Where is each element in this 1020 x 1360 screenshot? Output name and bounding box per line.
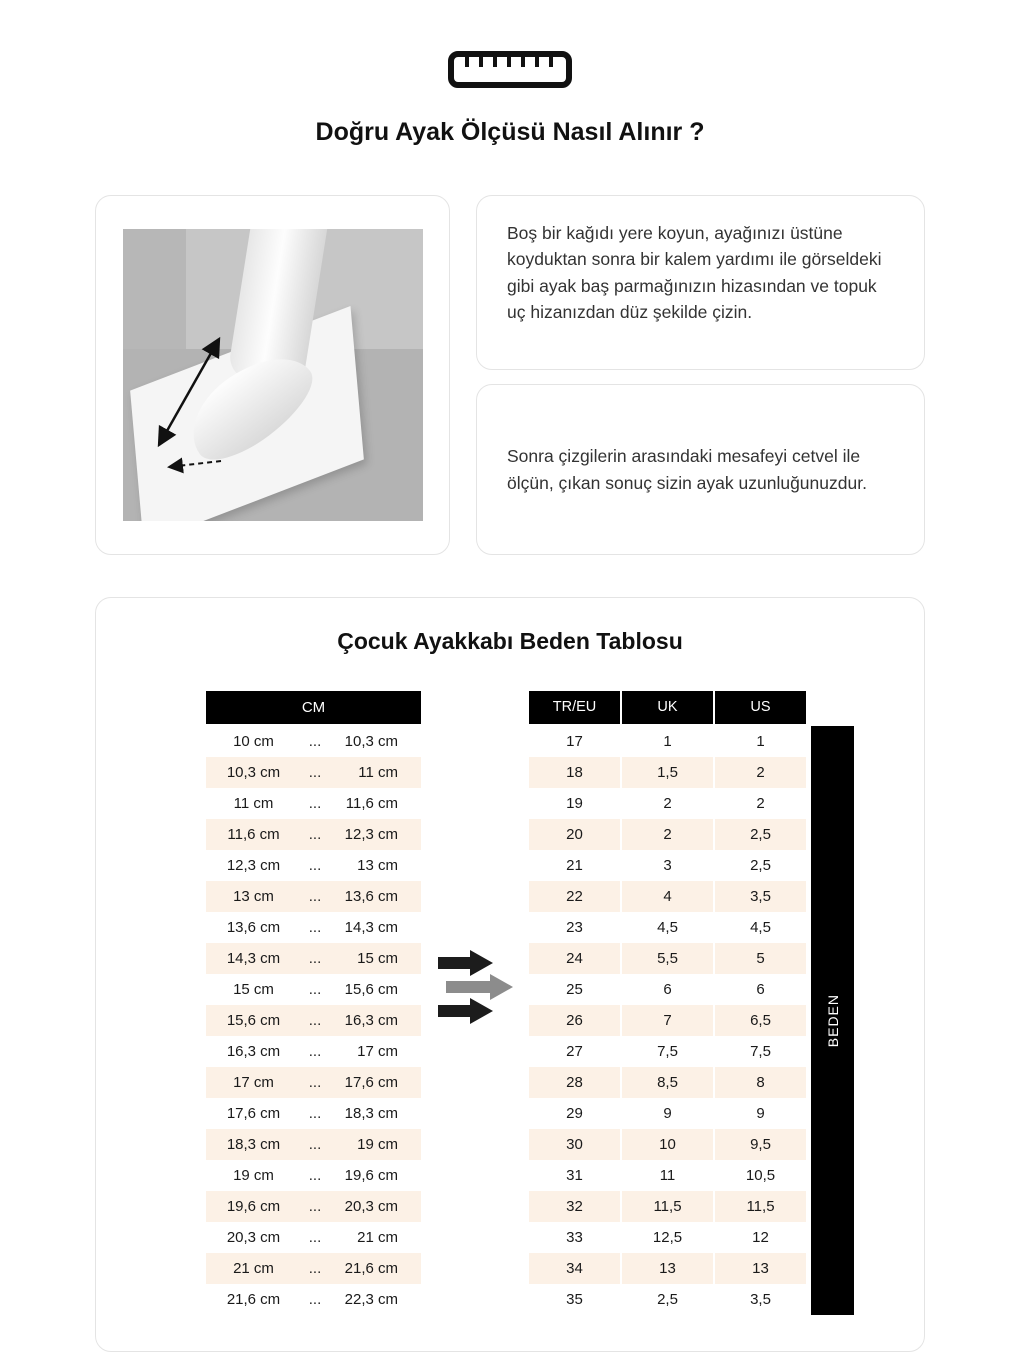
tr-eu-size-value: 24 <box>529 943 620 974</box>
tr-eu-size-value: 26 <box>529 1005 620 1036</box>
cm-max-value: 14,3 cm <box>344 919 398 936</box>
tr-eu-size-value: 28 <box>529 1067 620 1098</box>
tr-eu-size-value: 35 <box>529 1284 620 1315</box>
cm-range-row <box>206 1098 421 1129</box>
range-separator: ... <box>308 981 322 998</box>
cm-range-row <box>206 1222 421 1253</box>
tr-eu-size-value: 31 <box>529 1160 620 1191</box>
cm-max-value: 19,6 cm <box>344 1167 398 1184</box>
cm-min-value: 14,3 cm <box>226 950 281 967</box>
cm-min-value: 16,3 cm <box>226 1043 281 1060</box>
range-separator: ... <box>308 919 322 936</box>
size-table-title: Çocuk Ayakkabı Beden Tablosu <box>337 628 683 654</box>
uk-size-value: 4 <box>622 881 713 912</box>
tr-eu-size-value: 18 <box>529 757 620 788</box>
uk-size-value: 7,5 <box>622 1036 713 1067</box>
cm-table-header: CM <box>206 691 421 724</box>
page-header <box>0 0 1020 147</box>
cm-max-value: 17 cm <box>357 1043 398 1060</box>
size-table-row <box>529 1222 806 1253</box>
range-separator: ... <box>308 1198 322 1215</box>
us-size-value: 1 <box>715 726 806 757</box>
cm-range-row <box>206 1005 421 1036</box>
cm-min-value: 18,3 cm <box>226 1136 281 1153</box>
cm-max-value: 16,3 cm <box>344 1012 398 1029</box>
conversion-arrows-icon <box>436 948 514 1031</box>
cm-max-value: 15,6 cm <box>344 981 398 998</box>
uk-size-value: 2 <box>622 819 713 850</box>
cm-table-body <box>206 726 421 1315</box>
uk-size-value: 11 <box>622 1160 713 1191</box>
size-table-header-tr-eu: TR/EU <box>529 691 620 724</box>
tr-eu-size-value: 29 <box>529 1098 620 1129</box>
cm-max-value: 19 cm <box>357 1136 398 1153</box>
cm-min-value: 21,6 cm <box>226 1291 281 1308</box>
range-separator: ... <box>308 1136 322 1153</box>
size-table-row <box>529 726 806 757</box>
range-separator: ... <box>308 1043 322 1060</box>
cm-range-row <box>206 1129 421 1160</box>
tr-eu-size-value: 19 <box>529 788 620 819</box>
cm-range-row <box>206 726 421 757</box>
size-table-row <box>529 1160 806 1191</box>
cm-min-value: 17,6 cm <box>226 1105 281 1122</box>
cm-range-row <box>206 819 421 850</box>
tr-eu-size-value: 22 <box>529 881 620 912</box>
size-table-row <box>529 1191 806 1222</box>
uk-size-value: 1,5 <box>622 757 713 788</box>
range-separator: ... <box>308 1105 322 1122</box>
us-size-value: 3,5 <box>715 881 806 912</box>
size-table-row <box>529 850 806 881</box>
uk-size-value: 9 <box>622 1098 713 1129</box>
uk-size-value: 10 <box>622 1129 713 1160</box>
cm-min-value: 10,3 cm <box>226 764 281 781</box>
shoe-size-table <box>529 691 806 1315</box>
range-separator: ... <box>308 733 322 750</box>
cm-max-value: 11,6 cm <box>345 795 398 812</box>
us-size-value: 2,5 <box>715 850 806 881</box>
cm-range-row <box>206 757 421 788</box>
cm-max-value: 10,3 cm <box>344 733 398 750</box>
size-table-row <box>529 1284 806 1315</box>
cm-range-row <box>206 1067 421 1098</box>
size-table-row <box>529 1129 806 1160</box>
range-separator: ... <box>308 1291 322 1308</box>
cm-range-row <box>206 974 421 1005</box>
range-separator: ... <box>308 950 322 967</box>
size-table-row <box>529 1067 806 1098</box>
cm-min-value: 13,6 cm <box>226 919 281 936</box>
range-separator: ... <box>308 857 322 874</box>
instruction-text-2: Sonra çizgilerin arasındaki mesafeyi cetvel ile ölçün, çıkan sonuç sizin ayak uzunluğunuzdur. <box>507 446 867 493</box>
size-table-body <box>529 726 806 1315</box>
size-table-row <box>529 757 806 788</box>
size-table-row <box>529 788 806 819</box>
instruction-text-1: Boş bir kağıdı yere koyun, ayağınızı üstüne koyduktan sonra bir kalem yardımı ile görseldeki gibi ayak baş parmağınızın hizasından ve topuk uç hizanızdan düz şekilde çizin. <box>507 223 882 322</box>
tr-eu-size-value: 27 <box>529 1036 620 1067</box>
us-size-value: 10,5 <box>715 1160 806 1191</box>
cm-min-value: 15,6 cm <box>226 1012 281 1029</box>
foot-photo-card <box>95 195 450 555</box>
cm-max-value: 18,3 cm <box>344 1105 398 1122</box>
cm-max-value: 12,3 cm <box>344 826 398 843</box>
uk-size-value: 12,5 <box>622 1222 713 1253</box>
range-separator: ... <box>308 1167 322 1184</box>
size-table-row <box>529 819 806 850</box>
uk-size-value: 13 <box>622 1253 713 1284</box>
size-table-row <box>529 912 806 943</box>
cm-range-row <box>206 912 421 943</box>
size-table-row <box>529 1098 806 1129</box>
cm-max-value: 21 cm <box>357 1229 398 1246</box>
us-size-value: 5 <box>715 943 806 974</box>
cm-max-value: 13,6 cm <box>344 888 398 905</box>
cm-range-row <box>206 881 421 912</box>
size-table-row <box>529 943 806 974</box>
cm-range-row <box>206 850 421 881</box>
cm-min-value: 11 cm <box>233 795 274 812</box>
beden-side-label <box>811 726 854 1315</box>
us-size-value: 12 <box>715 1222 806 1253</box>
us-size-value: 13 <box>715 1253 806 1284</box>
measurement-instructions-section <box>0 147 1020 555</box>
cm-range-row <box>206 1284 421 1315</box>
page-title: Doğru Ayak Ölçüsü Nasıl Alınır ? <box>315 118 705 146</box>
cm-max-value: 22,3 cm <box>344 1291 398 1308</box>
cm-range-row <box>206 1036 421 1067</box>
tr-eu-size-value: 25 <box>529 974 620 1005</box>
cm-range-row <box>206 788 421 819</box>
cm-min-value: 12,3 cm <box>226 857 281 874</box>
instruction-card-1 <box>476 195 925 370</box>
foot-measurement-photo <box>123 229 423 521</box>
us-size-value: 9,5 <box>715 1129 806 1160</box>
cm-max-value: 20,3 cm <box>344 1198 398 1215</box>
uk-size-value: 1 <box>622 726 713 757</box>
size-table-row <box>529 1253 806 1284</box>
uk-size-value: 8,5 <box>622 1067 713 1098</box>
us-size-value: 7,5 <box>715 1036 806 1067</box>
uk-size-value: 2 <box>622 788 713 819</box>
size-table-row <box>529 881 806 912</box>
range-separator: ... <box>308 764 322 781</box>
cm-table <box>206 691 421 1315</box>
cm-min-value: 20,3 cm <box>226 1229 281 1246</box>
cm-max-value: 13 cm <box>357 857 398 874</box>
uk-size-value: 3 <box>622 850 713 881</box>
cm-min-value: 10 cm <box>233 733 274 750</box>
ruler-icon <box>0 50 1020 90</box>
range-separator: ... <box>308 826 322 843</box>
size-table-row <box>529 1005 806 1036</box>
size-table-section <box>95 597 925 1352</box>
size-table-header-us: US <box>715 691 806 724</box>
tr-eu-size-value: 17 <box>529 726 620 757</box>
uk-size-value: 7 <box>622 1005 713 1036</box>
cm-min-value: 13 cm <box>233 888 274 905</box>
cm-min-value: 19,6 cm <box>226 1198 281 1215</box>
us-size-value: 4,5 <box>715 912 806 943</box>
range-separator: ... <box>308 795 322 812</box>
cm-max-value: 15 cm <box>357 950 398 967</box>
tr-eu-size-value: 33 <box>529 1222 620 1253</box>
tr-eu-size-value: 23 <box>529 912 620 943</box>
size-table-row <box>529 974 806 1005</box>
us-size-value: 9 <box>715 1098 806 1129</box>
cm-max-value: 21,6 cm <box>344 1260 398 1277</box>
cm-min-value: 19 cm <box>233 1167 274 1184</box>
us-size-value: 6,5 <box>715 1005 806 1036</box>
uk-size-value: 5,5 <box>622 943 713 974</box>
range-separator: ... <box>308 1260 322 1277</box>
cm-min-value: 21 cm <box>233 1260 274 1277</box>
cm-max-value: 11 cm <box>358 764 398 781</box>
tr-eu-size-value: 30 <box>529 1129 620 1160</box>
cm-range-row <box>206 1160 421 1191</box>
tr-eu-size-value: 34 <box>529 1253 620 1284</box>
cm-max-value: 17,6 cm <box>344 1074 398 1091</box>
cm-range-row <box>206 1191 421 1222</box>
us-size-value: 8 <box>715 1067 806 1098</box>
uk-size-value: 2,5 <box>622 1284 713 1315</box>
range-separator: ... <box>308 1012 322 1029</box>
cm-min-value: 11,6 cm <box>227 826 280 843</box>
range-separator: ... <box>308 1229 322 1246</box>
cm-range-row <box>206 1253 421 1284</box>
us-size-value: 6 <box>715 974 806 1005</box>
tr-eu-size-value: 21 <box>529 850 620 881</box>
range-separator: ... <box>308 888 322 905</box>
cm-range-row <box>206 943 421 974</box>
cm-min-value: 15 cm <box>233 981 274 998</box>
us-size-value: 11,5 <box>715 1191 806 1222</box>
range-separator: ... <box>308 1074 322 1091</box>
instruction-card-2 <box>476 384 925 555</box>
tr-eu-size-value: 20 <box>529 819 620 850</box>
instruction-cards-column <box>476 195 925 555</box>
cm-min-value: 17 cm <box>233 1074 274 1091</box>
measurement-arrow-icon <box>123 229 423 521</box>
uk-size-value: 11,5 <box>622 1191 713 1222</box>
us-size-value: 3,5 <box>715 1284 806 1315</box>
uk-size-value: 4,5 <box>622 912 713 943</box>
size-table-header-row <box>529 691 806 724</box>
us-size-value: 2 <box>715 788 806 819</box>
beden-label-text: BEDEN <box>824 993 841 1048</box>
size-table-row <box>529 1036 806 1067</box>
tr-eu-size-value: 32 <box>529 1191 620 1222</box>
size-tables <box>96 691 924 1315</box>
size-table-header-uk: UK <box>622 691 713 724</box>
us-size-value: 2 <box>715 757 806 788</box>
us-size-value: 2,5 <box>715 819 806 850</box>
uk-size-value: 6 <box>622 974 713 1005</box>
